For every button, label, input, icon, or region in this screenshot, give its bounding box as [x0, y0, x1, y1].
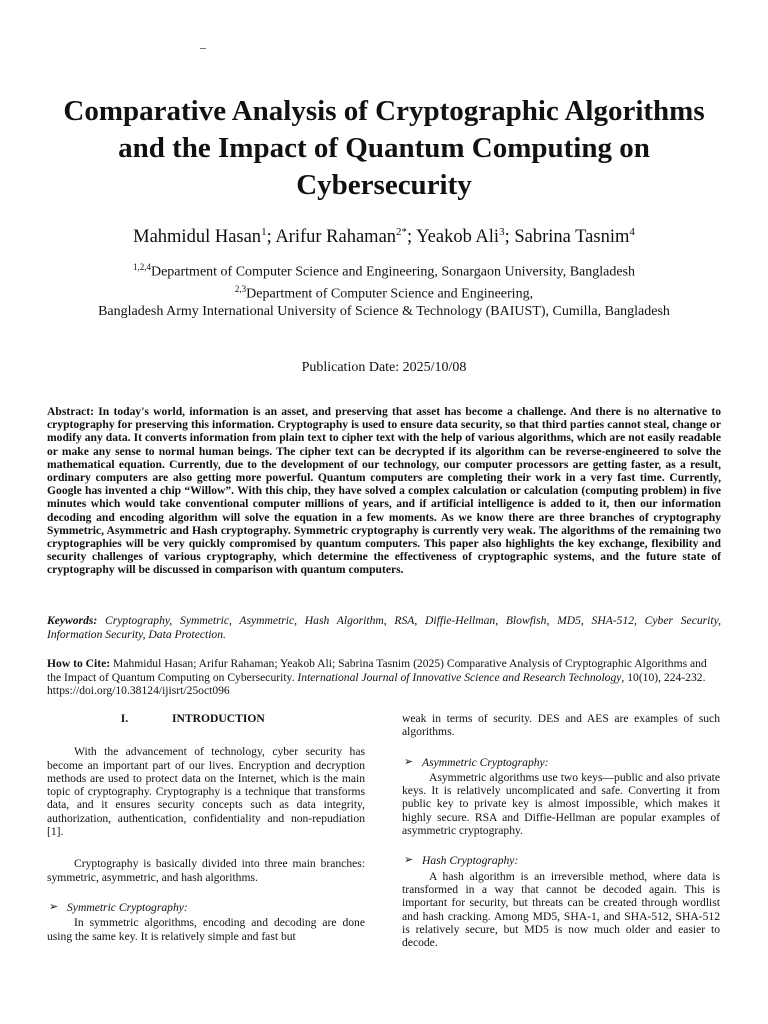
author-list [40, 220, 728, 249]
abstract [47, 405, 721, 577]
symmetric-paragraph-continued: weak in terms of security. DES and AES are examples of such algorithms. [402, 712, 720, 739]
symmetric-paragraph: In symmetric algorithms, encoding and decoding are done using the same key. It is relatively simple and fast but [47, 916, 365, 943]
affiliation-line: Bangladesh Army International University of Science & Technology (BAIUST), Cumilla, Bangladesh [98, 304, 670, 320]
section-number: I. [120, 712, 129, 725]
affiliations [40, 259, 728, 321]
paper-title: Comparative Analysis of Cryptographic Algorithms and the Impact of Quantum Computing on Cybersecurity [63, 95, 705, 201]
cite-doi: , 10(10), 224-232. https://doi.org/10.38124/ijisrt/25oct096 [47, 670, 706, 697]
author: Arifur Rahaman$^{2*}$; [275, 226, 417, 248]
section-heading [47, 712, 365, 725]
affiliation-line: $^{2,3}$Department of Computer Science and Engineering, [234, 284, 534, 302]
cite-text: Mahmidul Hasan; Arifur Rahaman; Yeakob Ali; Sabrina Tasnim (2025) Comparative Analysis of Cryptographic Algorithms and the Impact of Quantum Computing on Cybersecurity. [47, 657, 707, 684]
arrow-bullet-icon: ➢ [404, 755, 414, 768]
asymmetric-subheading: ➢ Asymmetric Cryptography: [404, 755, 549, 769]
cite-label: How to Cite: [47, 657, 111, 670]
author: Mahmidul Hasan$^1$; [133, 226, 276, 248]
cite-journal: International Journal of Innovative Science and Research Technology [297, 670, 622, 684]
hash-paragraph: A hash algorithm is an irreversible method, where data is transformed in a way that cannot be decoded again. This is important for security, but threats can be created through wordlist and hash cracking. Among MD5, SHA-1, and SHA-512, SHA-512 is relatively secure, but MD5 is now much older and easier to decode. [402, 869, 720, 950]
keywords [47, 614, 721, 641]
keywords-text: Cryptography, Symmetric, Asymmetric, Hash Algorithm, RSA, Diffie-Hellman, Blowfish, MD5, SHA-512, Cyber Security, Information Security, Data Protection. [47, 614, 721, 641]
affiliation-line: $^{1,2,4}$Department of Computer Science and Engineering, Sonargaon University, Bangladesh [132, 262, 636, 280]
arrow-bullet-icon: ➢ [404, 854, 414, 867]
symmetric-subheading: ➢ Symmetric Cryptography: [49, 900, 188, 914]
intro-paragraph-1: With the advancement of technology, cyber security has become an important part of our lives. Encryption and decryption methods are used to protect data on the Internet, which is the main topic of cryptography. Cryptography is a technique that transforms data, and it ensures security concepts such as data integrity, authorization, authentication, confidentiality and non-repudiation [1]. [47, 745, 365, 839]
hash-subheading: ➢ Hash Cryptography: [404, 854, 519, 868]
how-to-cite [47, 657, 721, 698]
author: Yeakob Ali$^3$; [416, 226, 515, 248]
abstract-text: In today's world, information is an asset, and preserving that asset has become a challenge. And there is no alternative to cryptography for preserving this information. Cryptography is used to ensure data security, so that third parties cannot steal, change or modify any data. It converts information from plain text to cipher text with the help of various algorithms, which are not easily readable or make any sense to normal human beings. The cipher text can be decrypted if its algorithm can be reverse-engineered to solve the mathematical equation. Currently, due to the development of our technology, our computer processors are getting faster, as a result, ordinary computers are also getting more powerful. Quantum computers are completing their work in a very fast time. Currently, Google has invented a chip “Willow”. With this chip, they have solved a complex calculation or calculation (computing problem) in five minutes which would take conventional computer millions of years, and if artificial intelligence is added to it, then our information decoding and encoding algorithm will solve the equation in a few moments. As we know there are three branches of cryptography Symmetric, Asymmetric and Hash cryptography. Symmetric cryptography is currently very weak. The algorithms of the remaining two cryptographies will be very quickly compromised by quantum computers. This paper also highlights the key exchange, flexibility and security challenges of various cryptography, which determine the effectiveness of cryptographic systems, and the future state of cryptography will be discussed in comparison with quantum computers. [47, 405, 722, 577]
section-title: INTRODUCTION [172, 712, 265, 725]
right-column [402, 712, 720, 962]
intro-paragraph-2: Cryptography is basically divided into three main branches: symmetric, asymmetric, and hash algorithms. [47, 857, 365, 884]
header-mark: – [200, 40, 206, 54]
asymmetric-paragraph: Asymmetric algorithms use two keys—public and also private keys. It is relatively uncomplicated and safe. Converting it from public key to private key is almost impossible, which makes it highly secure. RSA and Diffie-Hellman are popular examples of asymmetric cryptography. [402, 770, 720, 838]
author: Sabrina Tasnim$^4$ [514, 226, 635, 248]
left-column [47, 712, 365, 956]
publication-date: Publication Date: 2025/10/08 [301, 360, 467, 375]
arrow-bullet-icon: ➢ [49, 900, 59, 913]
abstract-label: Abstract: [47, 405, 95, 418]
keywords-label: Keywords: [47, 614, 98, 627]
